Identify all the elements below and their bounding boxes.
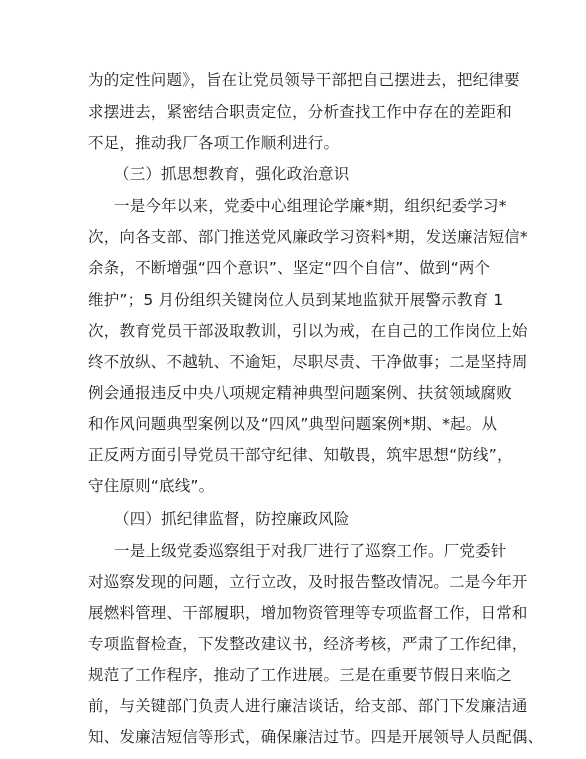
paragraph-line: 专项监督检查，下发整改建议书，经济考核，严肃了工作纪律， xyxy=(88,635,528,653)
paragraph-line: 维护”；5 月份组织关键岗位人员到某地监狱开展警示教育 1 xyxy=(88,291,504,309)
paragraph-line: 例会通报违反中央八项规定精神典型问题案例、扶贫领域腐败 xyxy=(88,384,512,402)
paragraph-line: 余条，不断增强“四个意识”、坚定“四个自信”、做到“两个 xyxy=(88,259,491,277)
section-heading: （三）抓思想教育，强化政治意识 xyxy=(114,165,350,183)
paragraph-line: 次，教育党员干部汲取教训，引以为戒，在自己的工作岗位上始 xyxy=(88,322,528,340)
paragraph-line: 次，向各支部、部门推送党风廉政学习资料*期，发送廉洁短信* xyxy=(88,228,528,246)
paragraph-line: 求摆进去，紧密结合职责定位，分析查找工作中存在的差距和 xyxy=(88,103,512,121)
paragraph-line: 为的定性问题》，旨在让党员领导干部把自己摆进去，把纪律要 xyxy=(88,71,520,89)
paragraph-line: 和作风问题典型案例以及“四风”典型问题案例*期、*起。从 xyxy=(88,415,498,433)
paragraph-line: 一是今年以来，党委中心组理论学廉*期，组织纪委学习* xyxy=(114,197,507,215)
paragraph-line: 展燃料管理、干部履职，增加物资管理等专项监督工作，日常和 xyxy=(88,604,528,622)
paragraph-line: 终不放纵、不越轨、不逾矩，尽职尽责、干净做事；二是坚持周 xyxy=(88,353,528,371)
paragraph-line: 对巡察发现的问题，立行立改，及时报告整改情况。二是今年开 xyxy=(88,573,528,591)
paragraph-line: 知、发廉洁短信等形式，确保廉洁过节。四是开展领导人员配偶、 xyxy=(88,728,544,746)
paragraph-line: 规范了工作程序，推动了工作进展。三是在重要节假日来临之 xyxy=(88,666,512,684)
section-heading: （四）抓纪律监督，防控廉政风险 xyxy=(114,510,350,528)
paragraph-line: 守住原则“底线”。 xyxy=(88,477,215,495)
paragraph-line: 正反两方面引导党员干部守纪律、知敬畏，筑牢思想“防线”， xyxy=(88,446,513,464)
paragraph-line: 一是上级党委巡察组于对我厂进行了巡察工作。厂党委针 xyxy=(114,542,507,560)
paragraph-line: 前，与关键部门负责人进行廉洁谈话，给支部、部门下发廉洁通 xyxy=(88,697,528,715)
paragraph-line: 不足，推动我厂各项工作顺利进行。 xyxy=(88,134,340,152)
